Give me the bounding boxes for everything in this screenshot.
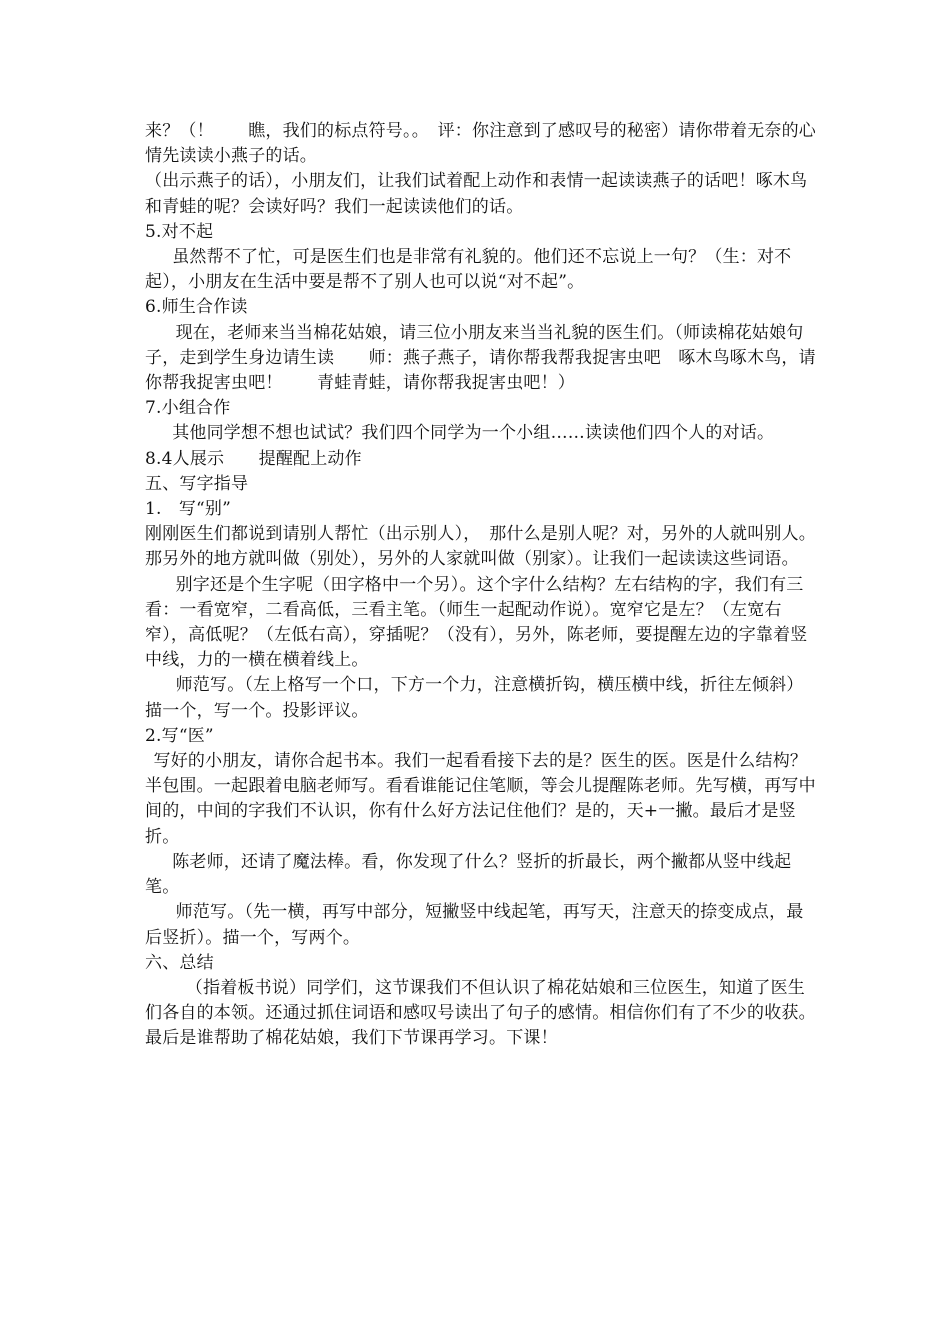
paragraph: 师范写。（左上格写一个口，下方一个力，注意横折钩，横压横中线，折往左倾斜）描一个，写一个。投影评议。	[145, 675, 804, 721]
section-heading: 8.4人展示 提醒配上动作	[145, 448, 362, 469]
paragraph: （指着板书说）同学们，这节课我们不但认识了棉花姑娘和三位医生，知道了医生们各自的本领。还通过抓住词语和感叹号读出了句子的感情。相信你们有了不少的收获。最后是谁帮助了棉花姑娘，我们下节课再学习。下课！	[145, 977, 816, 1049]
section-heading: 1. 写“别”	[145, 499, 232, 520]
paragraph: 师范写。（先一横，再写中部分，短撇竖中线起笔，再写天，注意天的捺变成点，最后竖折）。描一个，写两个。	[145, 902, 804, 948]
paragraph: 虽然帮不了忙，可是医生们也是非常有礼貌的。他们还不忘说上一句？（生：对不起），小朋友在生活中要是帮不了别人也可以说“对不起”。	[145, 247, 792, 293]
paragraph: 其他同学想不想也试试？我们四个同学为一个小组……读读他们四个人的对话。	[172, 423, 775, 444]
section-heading: 5.对不起	[145, 221, 214, 242]
document-page	[145, 119, 820, 1052]
paragraph: 现在，老师来当当棉花姑娘，请三位小朋友来当当礼貌的医生们。（师读棉花姑娘句子，走到学生身边请生读 师：燕子燕子，请你帮我帮我捉害虫吧 啄木鸟啄木鸟，请你帮我捉害虫吧！ 青蛙青蛙，请你帮我捉害虫吧！）	[145, 322, 816, 394]
section-heading: 2.写“医”	[145, 725, 214, 746]
section-heading: 6.师生合作读	[145, 297, 248, 318]
paragraph: 别字还是个生字呢（田字格中一个另）。这个字什么结构？左右结构的字，我们有三看：一看宽窄，二看高低，三看主笔。（师生一起配动作说）。宽窄它是左？（左宽右窄），高低呢？（左低右高），穿插呢？（没有），另外，陈老师，要提醒左边的字靠着竖中线，力的一横在横着线上。	[145, 574, 808, 671]
chapter-heading: 六、总结	[145, 952, 214, 973]
paragraph: 来？（！ 瞧，我们的标点符号。。 评：你注意到了感叹号的秘密）请你带着无奈的心情先读读小燕子的话。	[145, 121, 816, 167]
paragraph: （出示燕子的话），小朋友们，让我们试着配上动作和表情一起读读燕子的话吧！啄木鸟和青蛙的呢？会读好吗？我们一起读读他们的话。	[145, 171, 808, 217]
section-heading: 7.小组合作	[145, 398, 231, 419]
paragraph: 刚刚医生们都说到请别人帮忙（出示别人）， 那什么是别人呢？对，另外的人就叫别人。那另外的地方就叫做（别处），另外的人家就叫做（别家）。让我们一起读读这些词语。	[145, 524, 816, 570]
paragraph: 写好的小朋友，请你合起书本。我们一起看看接下去的是？医生的医。医是什么结构？半包围。一起跟着电脑老师写。看看谁能记住笔顺，等会儿提醒陈老师。先写横，再写中间的，中间的字我们不认识，你有什么好方法记住他们？是的，天+一撇。最后才是竖折。	[145, 751, 816, 847]
paragraph: 陈老师，还请了魔法棒。看，你发现了什么？竖折的折最长，两个撇都从竖中线起笔。	[145, 851, 792, 898]
chapter-heading: 五、写字指导	[145, 473, 249, 494]
